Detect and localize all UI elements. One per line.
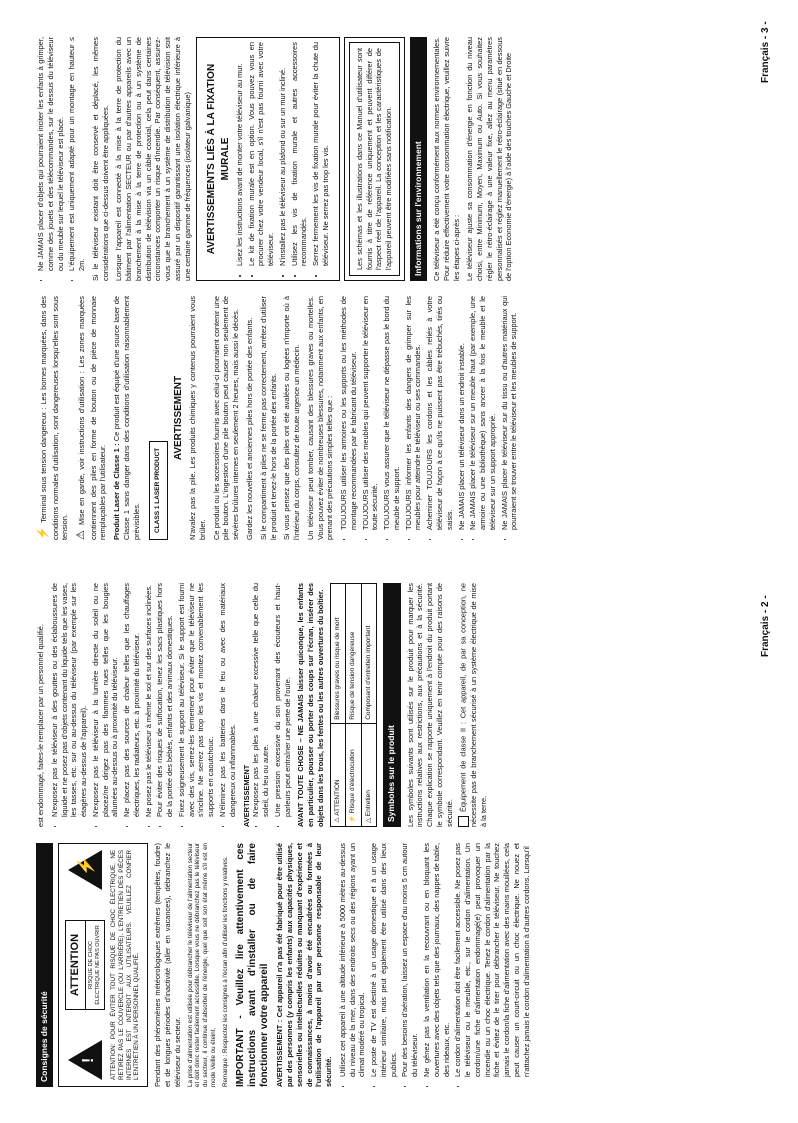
paragraph: La prise d'alimentation est utilisée pour débrancher le téléviseur de l'alimentation secteur et doit donc rester facilement accessible. Lorsque vous ne débranchez pas le téléviseur du secteur, il continue d'absorber de l'énergie, quel que soit son état même s'il est en mode Veille ou éteint. <box>186 843 217 1087</box>
list-item: • Lisez les instructions avant de monter votre téléviseur au mur. <box>235 42 245 266</box>
list-item: • Serrez fermement les vis de fixation murale pour éviter la chute du téléviseur. Ne serrez pas trop les vis. <box>311 42 331 266</box>
list-item: • Ne JAMAIS placer d'objets qui pourraient inciter les enfants à grimper, comme des jouets et des télécommandes, sur le dessus du téléviseur ou du meuble sur lequel le téléviseur est placé. <box>36 37 65 271</box>
important-heading: IMPORTANT - Veuillez lire attentivement ces instructions avant d'installer ou de faire fonctionner votre appareil <box>235 843 271 1087</box>
list-item: • Pour des besoins d'aération, laissez un espace d'au moins 5 cm autour du téléviseur. <box>400 843 420 1077</box>
warning-list <box>251 583 292 827</box>
list-item: • Une pression excessive du son provenant des écouteurs et haut-parleurs peut entraîner une perte de l'ouïe. <box>273 583 293 817</box>
list-item: • N'exposez pas les piles à une chaleur excessive telle que celle du soleil, du feu ou autre. <box>251 583 271 817</box>
exclamation-icon: ! <box>68 1040 102 1080</box>
column-4 <box>36 37 741 281</box>
lightning-bolt-icon: ⚡ <box>68 850 102 890</box>
table-row <box>361 584 377 827</box>
list-item: • L'équipement est uniquement adapté pour un montage en hauteur ≤ 2m. <box>67 37 87 271</box>
paragraph: est endommagé, faites-le remplacer par un personnel qualifié. <box>36 624 45 827</box>
paragraph: Le téléviseur ajuste sa consommation d'énergie en fonction du niveau choisi, entre Minimum, Moyen, Maximum ou Auto. Si vous souhaitez régler le rétro-éclairage à une valeur fixe, allez au menu paramètres personnalisés et réglez manuellement le rétro-éclairage (situé en dessous de l'option Economie d'énergie) à l'aide des touches Gauche et Droite <box>465 37 514 281</box>
list-item: • TOUJOURS informer les enfants des dangers de grimper sur les meubles pour atteindre le téléviseur ou ses commandes. <box>404 296 424 530</box>
mise-en-garde-paragraph: ⚠ Mise en garde, voir instructions d'utilisation : Les zones marquées contiennent des piles en forme de bouton ou de pièce de monnaie remplaçables par l'utilisateur. <box>75 296 108 540</box>
page-number: Français - 3 - <box>760 21 771 83</box>
paragraph: Si vous pensez que des piles ont été avalées ou logées n'importe où à l'intérieur du corps, consultez de toute urgence un médecin. <box>282 296 302 540</box>
paragraph: Lorsque l'appareil est connecté à la mise à la terre de protection du bâtiment par l'alimentation SECTEUR ou par d'autres appareils avec un branchement à la mise à la terre de protection ou à un système de distribution de télévision via un câble coaxial, cela peut dans certaines circonstances comporter un risque d'incendie. Par conséquent, assurez-vous que le branchement à un système de distribution de télévision soit assuré par un dispositif garantissant une isolation électrique inférieure à une certaine gamme de fréquences (isolateur galvanique) <box>114 37 192 281</box>
safety-list <box>36 37 87 281</box>
column-3 <box>36 296 741 540</box>
column-2 <box>36 583 741 827</box>
table-cell: Risque de tension dangereuse <box>346 584 362 724</box>
paragraph: Un téléviseur peut tomber, causant des blessures graves ou mortelles. Vous pouvez éviter de nombreuses blessures, notamment aux enfants, en prenant des précautions simples telles que : <box>305 296 335 540</box>
warning-paragraph: AVERTISSEMENT : Cet appareil n'a pas été fabriqué pour être utilisé par des personnes (y compris les enfants) aux capacités physiques, sensorielles ou intellectuelles réduites ou manquant d'expérience et de connaissances, à moins d'avoir été encadrées ou formées à l'utilisation de l'appareil par une personne responsable de leur sécurité. <box>275 843 334 1087</box>
attention-box <box>58 843 148 1087</box>
note-box <box>344 37 405 281</box>
list-item: • N'exposez pas le téléviseur à des gouttes ou des éclaboussures de liquide et ne posez pas d'objets contenant du liquide tels que les vases, les tasses, etc. sur ou au-dessus du téléviseur (par exemple sur les étagères au-dessus de l'appareil). <box>50 583 89 817</box>
column-1 <box>36 843 741 1087</box>
list-item: • Le kit de fixation murale est en option. Vous pouvez vous en procurer chez votre vendeur local, s'il n'est pas fourni avec votre téléviseur. <box>247 42 276 266</box>
list-item: • Fixez soigneusement le support au téléviseur. Si le support est fourni avec des vis, serrez-les fermement pour éviter que le téléviseur ne s'incline. Ne serrez pas trop les vis et montez convenablement les supports en caoutchouc. <box>177 583 216 817</box>
list-item: • Utilisez cet appareil à une altitude inférieure à 5000 mètres au-dessus du niveau de la mer, dans des endroits secs ou des régions ayant un climat modéré ou tropical. <box>338 843 367 1077</box>
warning-triangle-icon: ⚠ <box>75 528 88 540</box>
table-cell: ⚠ ATTENTION <box>330 723 346 826</box>
list-item: • Ne gênez pas la ventilation en la recouvrant ou en bloquant les ouvertures avec des objets tels que des journaux, des nappes de table, des rideaux, etc. <box>422 843 451 1077</box>
laser-label: CLASS 1 LASER PRODUCT <box>149 441 168 540</box>
wall-mount-box <box>196 37 339 281</box>
note-text: Les schémas et les illustrations dans ce Manuel d'utilisateur sont fournis à titre de référence uniquement et peuvent différer de l'aspect réel de l'appareil. La conception et les caractéristiques de l'appareil peuvent être modifiées sans notification. <box>349 42 400 276</box>
attention-note: ATTENTION: POUR ÉVITER TOUT RISQUE DE CHOC ÉLECTRIQUE, NE RETIREZ PAS LE COUVERCLE (OU L'ARRIÈRE). L'ENTRETIEN DES PIÈCES INTERNES EST INTERDIT AUX UTILISATEURS. VEUILLEZ CONFIER L'ENTRETIEN À UN PERSONNEL QUALIFIÉ. <box>110 850 141 1080</box>
list-item: • N'installez pas le téléviseur au plafond ou sur un mur incliné. <box>278 42 288 266</box>
paragraph: Si le téléviseur existant doit être conservé et déplacé, les mêmes considérations que ci-dessus doivent être appliquées. <box>90 37 110 281</box>
list-item: • N'éliminez pas les batteries dans le feu ou avec des matériaux dangereux ou inflammables. <box>218 583 238 817</box>
list-item: • TOUJOURS utiliser les armoires ou les supports ou les méthodes de montage recommandées par le fabricant du téléviseur. <box>339 296 359 530</box>
laser-paragraph: Produit Laser de Classe 1 : Ce produit est équipé d'une source laser de Classe 1 sans danger dans des conditions d'utilisation raisonnablement prévisibles. <box>112 296 141 540</box>
list-item: • Ne placez pas des sources de chaleur telles que les chauffages électriques, les radiateurs, etc. à proximité du téléviseur. <box>122 583 142 817</box>
table-cell: △ Entretien <box>361 723 377 826</box>
paragraph: Les symboles suivants sont utilisés sur le produit pour marquer les instructions relatives aux restrictions, aux précautions et à la sécurité. Chaque explication se rapporte uniquement à l'endroit du produit portant le symbole correspondant. Veuillez en tenir compte pour des raisons de sécurité. <box>405 583 454 827</box>
list-item: • Pour éviter des risques de suffocation, tenez les sacs plastiques hors de la portée des bébés, enfants et des animaux domestiques. <box>155 583 175 817</box>
paragraph: Pendant des phénomènes météorologiques extrêmes (tempêtes, foudre) et de longues périodes d'inactivité (aller en vacances), débranchez le téléviseur du secteur. <box>153 843 182 1087</box>
table-cell: ⚡ Risque d'électrocution <box>346 723 362 826</box>
warning-heading: AVERTISSEMENT <box>172 375 184 461</box>
remark: Remarque : Respectez les consignes à l'écran afin d'utiliser les fonctions y relatives. <box>221 856 229 1087</box>
list-item: • Ne posez pas le téléviseur à même le sol et sur des surfaces inclinées. <box>144 583 154 817</box>
table-cell: Blessures graves ou risque de mort <box>330 584 346 724</box>
safety-list <box>339 296 519 540</box>
list-item: • TOUJOURS vous assurer que le téléviseur ne dépasse pas le bord du meuble de support. <box>382 296 402 530</box>
attention-label: ATTENTION RISQUE DE CHOC ÉLECTRIQUE NE PAS OUVRIR <box>65 920 105 1010</box>
wall-mount-list <box>235 42 331 276</box>
list-item: • Ne JAMAIS placer un téléviseur dans un endroit instable. <box>457 296 467 530</box>
list-item: • TOUJOURS utiliser des meubles qui peuvent supporter le téléviseur en toute sécurité. <box>361 296 381 530</box>
avant-toute-paragraph: AVANT TOUTE CHOSE – NE JAMAIS laisser quiconque, les enfants en particulier, pousser ou porter des coups sur l'écran, insérer des objets dans les trous, les fentes ou les autres ouvertures du boîtier. <box>296 583 325 827</box>
paragraph: Ce téléviseur a été conçu conformément aux normes environnementales. Pour réduire effectivement votre consommation électrique, veuillez suivre les étapes ci-après : <box>432 37 461 281</box>
paragraph: Ce produit ou les accessoires fournis avec celui-ci pourraient contenir une pile bouton. L'ingestion d'une pile bouton peut causer non seulement de sévères brûlures internes en seulement 2 heures, mais aussi le décès. <box>211 296 241 540</box>
class2-paragraph: Équipement de classe II : Cet appareil, de par sa conception, ne nécessite pas de branchement sécurisé à un système électrique de mise à la terre. <box>458 583 489 827</box>
terminal-paragraph: ⚡ Terminal sous tension dangereux : Les bornes marquées, dans des conditions normales d'utilisation, sont dangereuses lorsqu'elles sont sous tension. <box>37 296 70 540</box>
page-number: Français - 2 - <box>760 595 771 657</box>
environment-banner: Informations sur l'environnement <box>410 37 427 281</box>
symbols-banner: Symboles sur le produit <box>383 583 400 827</box>
list-item: • Le poste de TV est destiné à un usage domestique et à un usage intérieur similaire, mais peut également être utilisé dans des lieux publics. <box>369 843 398 1077</box>
paragraph: Gardez les nouvelles et anciennes piles hors de portée des enfants. <box>244 317 254 540</box>
list-item: • Le cordon d'alimentation doit être facilement accessible. Ne posez pas le téléviseur ou le meuble, etc., sur le cordon d'alimentation. Un cordon/une fiche d'alimentation endommagé(e) peut provoquer un incendie ou un choc électrique. Tenez le cordon d'alimentation par la fiche et évitez de le tirer pour débrancher le téléviseur. Ne touchez jamais le cordon/la fiche d'alimentation avec des mains mouillées, cela peut causer un court-circuit ou un choc électrique. Ne nouez et n'attachez jamais le cordon d'alimentation à d'autres cordons. Lorsqu'il <box>453 843 531 1077</box>
wall-mount-heading: AVERTISSEMENTS LIÉS À LA FIXATION MURALE <box>206 63 231 255</box>
paragraph: Si le compartiment à piles ne se ferme pas correctement, arrêtez d'utiliser le produit et tenez-le hors de la portée des enfants. <box>258 296 278 540</box>
symbols-table <box>330 583 378 827</box>
table-cell: Composant d'entretien important <box>361 584 377 724</box>
lightning-icon: ⚡ <box>37 525 49 540</box>
warning-heading: AVERTISSEMENT <box>241 764 251 827</box>
list-item: • Acheminer TOUJOURS les cordons et les câbles reliés à votre téléviseur de façon à ce qu'ils ne puissent pas être trébuchés, tirés ou saisis. <box>425 296 454 530</box>
safety-list <box>338 843 532 1087</box>
class2-icon <box>458 816 469 827</box>
table-row <box>346 584 362 827</box>
paragraph: N'avalez pas la pile. Les produits chimiques y contenus pourraient vous brûler. <box>188 296 207 540</box>
safety-list <box>50 583 238 827</box>
table-row <box>330 584 346 827</box>
list-item: • Ne JAMAIS placer le téléviseur sur du tissu ou d'autres matériaux qui pourraient se trouver entre le téléviseur et les meubles de support. <box>500 296 520 530</box>
list-item: • Utilisez les vis de fixation murale et autres accessoires recommandés. <box>290 42 310 266</box>
list-item: • N'exposez pas le téléviseur à la lumière directe du soleil ou ne placez/ne dirigez pas des flammes nues telles que les bougies allumées au-dessus ou à proximité du téléviseur. <box>91 583 120 817</box>
list-item: • Ne JAMAIS placer le téléviseur sur un meuble haut (par exemple, une armoire ou une bibliothèque) sans ancrer à la fois le meuble et le téléviseur sur un support approprié. <box>468 296 497 530</box>
safety-banner: Consignes de sécurité <box>36 843 53 1087</box>
